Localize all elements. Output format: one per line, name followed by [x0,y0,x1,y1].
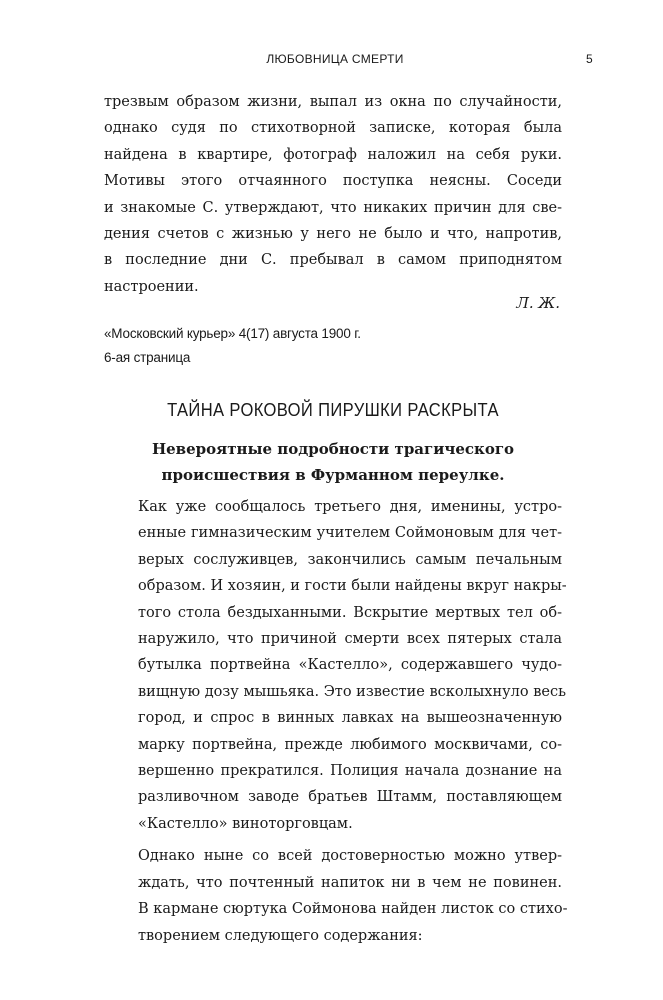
article-body [104,494,568,949]
text-line: марку портвейна, прежде любимого москвичами, со- [138,736,562,753]
text-line: Как уже сообщалось третьего дня, именины, устро- [138,499,562,515]
text-line: образом. И хозяин, и гости были найдены вкруг накры- [138,578,567,595]
text-line: верых сослуживцев, закончились самым печальным [138,551,562,568]
text-line: трезвым образом жизни, выпал из окна по случайности, [104,94,562,110]
text-line: однако судя по стихотворной записке, которая была [104,120,562,137]
text-line: В кармане сюртука Соймонова найден листок со стихо- [138,901,568,918]
text-line: дения счетов с жизнью у него не было и что, напротив, [104,226,562,243]
text-line: в последние дни С. пребывал в самом приподнятом [104,252,562,269]
text-line: найдена в квартире, фотограф наложил на себя руки. [104,146,562,163]
text-line: наружило, что причиной смерти всех пятерых стала [138,631,562,648]
text-line: город, и спрос в винных лавках на вышеозначенную [138,710,562,727]
page-number: 5 [586,52,593,66]
article-headline: ТАЙНА РОКОВОЙ ПИРУШКИ РАСКРЫТА [167,400,499,420]
running-title: ЛЮБОВНИЦА СМЕРТИ [266,52,404,66]
text-line: творением следующего содержания: [138,927,423,944]
text-line: Мотивы этого отчаянного поступка неясны. Соседи [104,173,562,190]
article-subheadline [104,436,562,488]
subheadline-line: Невероятные подробности трагического [151,440,515,458]
author-signature: Л. Ж. [516,294,560,312]
paragraph [104,843,568,949]
text-line: ждать, что почтенный напиток ни в чем не повинен. [138,874,562,891]
paragraph [104,494,567,837]
text-line: Однако ныне со всей достоверностью можно утвер- [138,848,562,865]
text-line: и знакомые С. утверждают, что никаких причин для све- [104,199,562,216]
article-continuation [104,89,562,300]
text-line: бутылка портвейна «Кастелло», содержавшего чудо- [138,657,562,674]
source-publication: «Московский курьер» 4(17) августа 1900 г. [104,326,361,341]
text-line: «Кастелло» виноторговцам. [138,815,353,832]
newspaper-source [104,322,361,370]
subheadline-line: происшествия в Фурманном переулке. [161,466,505,484]
text-line: енные гимназическим учителем Соймоновым для чет- [138,525,562,542]
text-line: вершенно прекратился. Полиция начала дознание на [138,763,562,780]
text-line: того стола бездыханными. Вскрытие мертвых тел об- [138,604,562,621]
text-line: разливочном заводе братьев Штамм, поставляющем [138,789,562,806]
paragraph [104,89,562,300]
text-line: вищную дозу мышьяка. Это известие всколыхнуло весь [138,683,566,700]
text-line: настроении. [104,278,199,295]
source-page: 6-ая страница [104,350,191,365]
